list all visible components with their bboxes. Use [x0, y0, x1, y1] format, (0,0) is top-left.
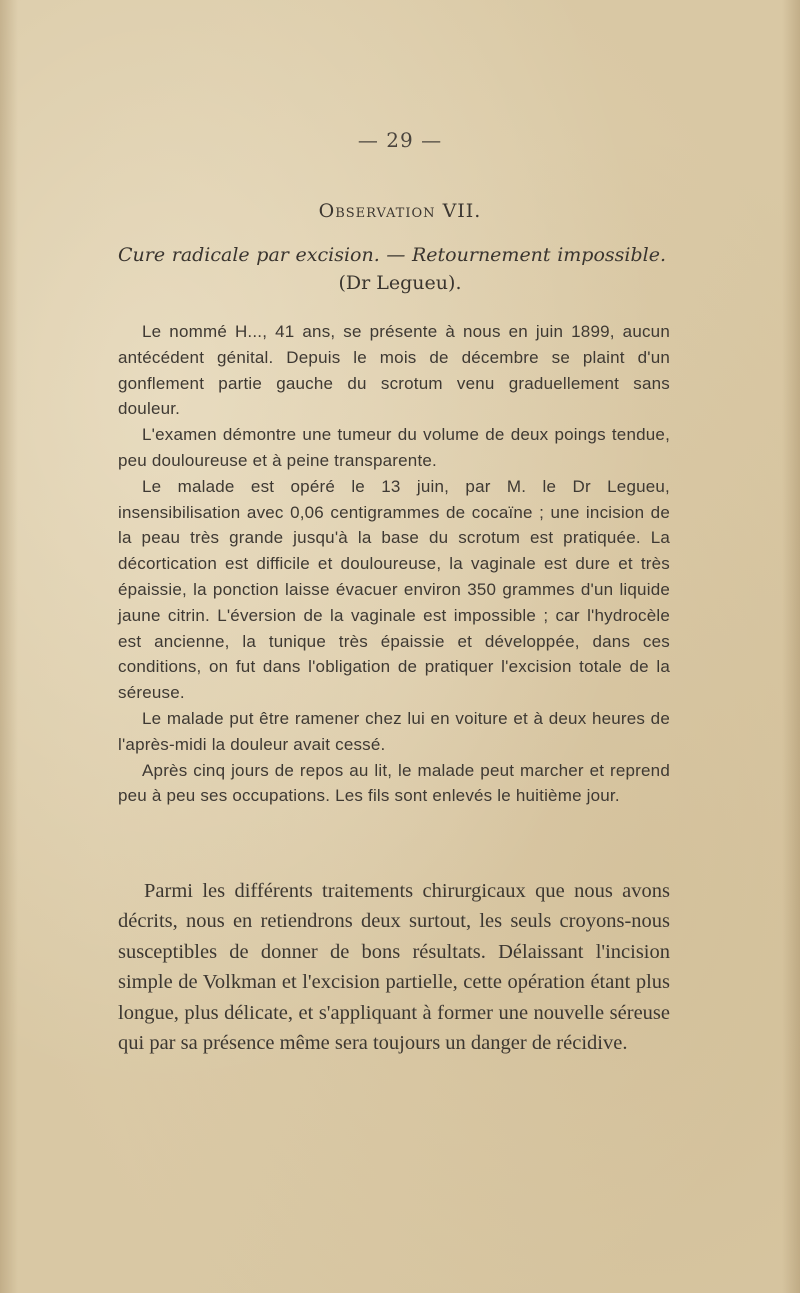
page-number: — 29 —	[357, 128, 443, 152]
case-paragraph-recovery: Après cinq jours de repos au lit, le malade peut marcher et reprend peu à peu ses occupations. Les fils sont enlevés le huitième jour.	[118, 760, 670, 806]
case-paragraph-history: Le nommé H..., 41 ans, se présente à nous en juin 1899, aucun antécédent génital. Depuis le mois de décembre se plaint d'un gonflement partie gauche du scrotum venu graduellement sans douleur.	[118, 322, 670, 419]
observation-heading-number: VII.	[442, 200, 482, 222]
observation-subtitle: Cure radicale par excision. — Retournement impossible.	[118, 244, 666, 266]
case-paragraph-operation: Le malade est opéré le 13 juin, par M. le Dr Legueu, insensibilisation avec 0,06 centigrammes de cocaïne ; une incision de la peau très grande jusqu'à la base du scrotum est pratiquée. La décortication est difficile et douloureuse, la vaginale est dure et très épaissie, la ponction laisse évacuer environ 350 grammes d'un liquide jaune citrin. L'éversion de la vaginale est impossible ; car l'hydrocèle est ancienne, la tunique très épaissie et développée, dans ces conditions, on fut dans l'obligation de pratiquer l'excision totale de la séreuse.	[118, 476, 670, 703]
case-paragraph-examination: L'examen démontre une tumeur du volume de deux poings tendue, peu douloureuse et à peine transparente.	[118, 425, 670, 470]
discussion-paragraph: Parmi les différents traitements chirurgicaux que nous avons décrits, nous en retiendrons deux surtout, les seuls croyons-nous susceptibles de donner de bons résultats. Délaissant l'incision simple de Volkman et l'excision partielle, cette opération étant plus longue, plus délicate, et s'appliquant à former une nouvelle séreuse qui par sa présence même sera toujours un danger de récidive.	[118, 880, 670, 1055]
observation-author: (Dr Legueu).	[338, 272, 462, 294]
discussion-text	[118, 876, 670, 1058]
page-edge-shadow-right	[782, 0, 800, 1293]
case-paragraph-return-home: Le malade put être ramener chez lui en voiture et à deux heures de l'après-midi la douleur avait cessé.	[118, 708, 670, 754]
page-edge-shadow-left	[0, 0, 18, 1293]
case-report	[118, 319, 670, 809]
observation-heading-label: Observation	[318, 200, 436, 222]
observation-heading	[0, 200, 800, 222]
